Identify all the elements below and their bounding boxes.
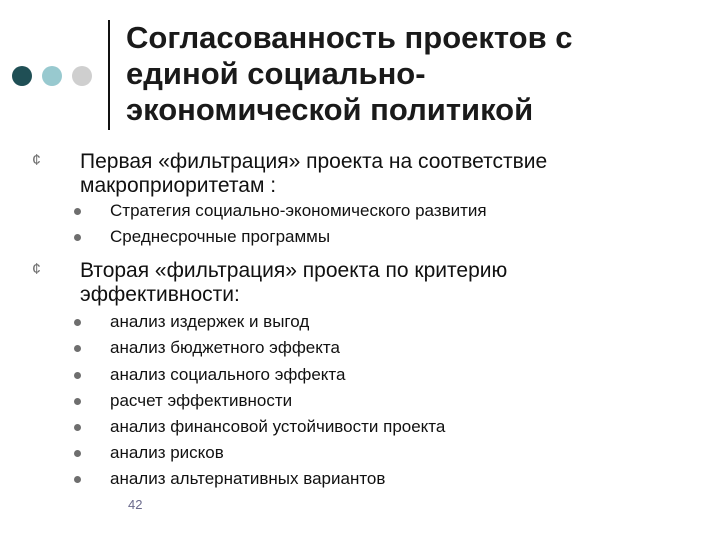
list-item-text: анализ финансовой устойчивости проекта <box>110 417 446 436</box>
list-item-text: анализ альтернативных вариантов <box>110 469 386 488</box>
bullet-dot-icon <box>74 372 81 379</box>
title-line: экономической политикой <box>126 92 534 127</box>
decorative-dots <box>12 66 102 86</box>
list-item-text: Стратегия социально-экономического развития <box>110 201 487 220</box>
bullet-dot-icon <box>74 345 81 352</box>
section-heading-line: Вторая «фильтрация» проекта по критерию <box>80 259 508 282</box>
title-line: единой социально- <box>126 56 426 91</box>
section-heading-line: Первая «фильтрация» проекта на соответствие <box>80 150 548 173</box>
section-2-heading <box>32 259 672 307</box>
bullet-dot-icon <box>74 398 81 405</box>
slide-title <box>126 20 686 128</box>
title-line: Согласованность проектов с <box>126 20 573 55</box>
list-item-text: расчет эффективности <box>110 391 293 410</box>
bullet-icon: ¢ <box>32 152 41 169</box>
section-heading-line: макроприоритетам : <box>80 174 277 197</box>
gray-dot-icon <box>72 66 92 86</box>
list-item-text: анализ социального эффекта <box>110 365 346 384</box>
list-item-text: анализ рисков <box>110 443 224 462</box>
list-item-text: анализ издержек и выгод <box>110 312 310 331</box>
title-divider <box>108 20 110 130</box>
section-1-heading <box>32 150 672 198</box>
bullet-icon: ¢ <box>32 261 41 278</box>
bullet-dot-icon <box>74 476 81 483</box>
page-number: 42 <box>128 497 143 512</box>
bullet-dot-icon <box>74 450 81 457</box>
bullet-dot-icon <box>74 208 81 215</box>
light-dot-icon <box>42 66 62 86</box>
section-heading-line: эффективности: <box>80 283 240 306</box>
list-item-text: Среднесрочные программы <box>110 227 331 246</box>
bullet-dot-icon <box>74 319 81 326</box>
dark-dot-icon <box>12 66 32 86</box>
list-item-text: анализ бюджетного эффекта <box>110 338 340 357</box>
bullet-dot-icon <box>74 424 81 431</box>
bullet-dot-icon <box>74 234 81 241</box>
